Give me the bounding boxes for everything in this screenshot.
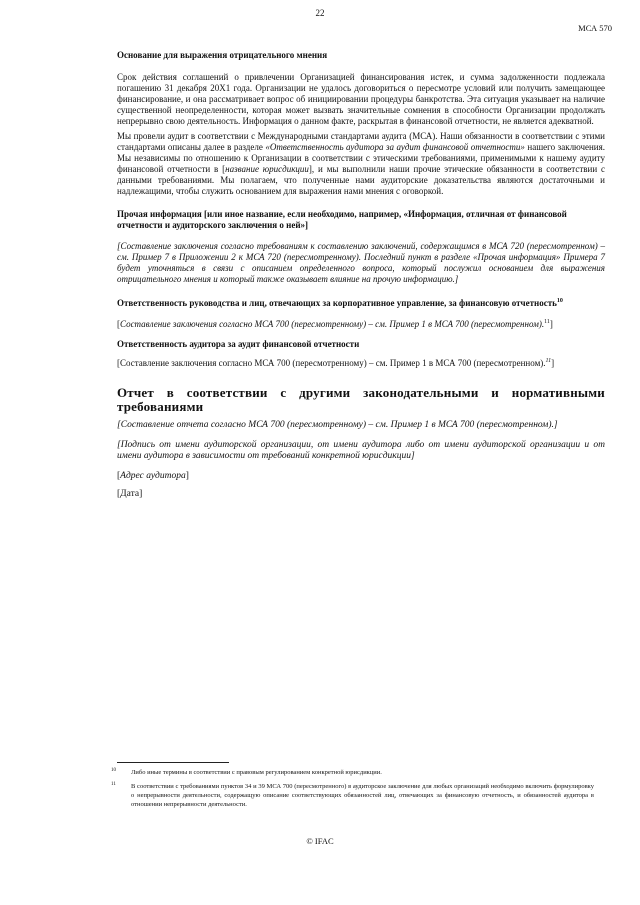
footnote-divider xyxy=(117,762,229,763)
basis-p2-section-ref: «Ответственность аудитора за аудит финансовой отчетности» xyxy=(265,142,525,152)
footnote-ref-11b: 11 xyxy=(545,358,552,364)
report-heading: Отчет в соответствии с другими законодательными и нормативными требованиями xyxy=(117,385,605,414)
standard-code: МСА 570 xyxy=(578,23,612,33)
basis-paragraph-2 xyxy=(117,131,605,197)
basis-heading: Основание для выражения отрицательного мнения xyxy=(117,50,328,60)
date-placeholder: [Дата] xyxy=(117,489,143,499)
basis-p2-part-a: Мы провели аудит в соответствии с Международными стандартами аудита (МСА). Наши обязанности в соответствии с этими стандартами описаны далее в разделе xyxy=(117,131,605,152)
footnote-10 xyxy=(111,768,594,777)
footnote-text: В соответствии с требованиями пунктов 34 и 39 МСА 700 (пересмотренного) в аудиторское заключение для любых организаций необходимо включить формулировку о непрерывности деятельности, содержащую описание соответствующих обязанностей лиц, отвечающих за финансовую отчетность, и обязанностей аудитора в отношении непрерывности деятельности. xyxy=(131,783,594,808)
footnote-text: Либо иные термины в соответствии с правовым регулированием конкретной юрисдикции. xyxy=(131,769,382,776)
management-heading xyxy=(117,298,605,309)
basis-paragraph-1: Срок действия соглашений о привлечении Организацией финансирования истек, и сумма задолженности подлежала погашению 31 декабря 20Х1 года. Организации не удалось договориться о пересмотре условий или получить замещающее финансирование, и она рассматривает вопрос об инициировании процедуры банкротства. Эта ситуация указывает на наличие существенной неопределенности, которая может вызвать значительные сомнения в способности Организации продолжать непрерывно свою деятельность. Информация о данном факте, раскрытая в финансовой отчетности, не является адекватной. xyxy=(117,72,605,126)
footnote-ref-11: 11 xyxy=(544,319,550,325)
footnote-number: 11 xyxy=(111,782,116,787)
basis-p2-part-b: нашего заключения. Мы независимы по отношению к Организации в соответствии с этическими требованиями, применимыми к нашему аудиту финансовой отчетности в [ xyxy=(117,142,605,174)
auditor-paragraph-text: Составление заключения согласно МСА 700 (пересмотренному) – см. Пример 1 в МСА 700 (пересмотренном). xyxy=(120,358,546,368)
address-placeholder: [Адрес аудитора] xyxy=(117,471,189,481)
page-content xyxy=(117,50,605,500)
footnote-number: 10 xyxy=(111,768,116,773)
other-info-paragraph: [Составление заключения согласно требованиям к составлению заключений, содержащимся в МСА 720 (пересмотренном) – см. Пример 7 в Приложении 2 к МСА 720 (пересмотренному). Последний пункт в разделе «Прочая информация» Примера 7 будет уточняться в связи с описанием определенного вопроса, который послужил основанием для выражения отрицательного мнения и который также оказывает влияние на прочую информацию.] xyxy=(117,241,605,284)
auditor-paragraph: [Составление заключения согласно МСА 700 (пересмотренному) – см. Пример 1 в МСА 700 (пересмотренном).$^{11}$] xyxy=(117,358,555,368)
signature-placeholder: [Подпись от имени аудиторской организации, от имени аудитора либо от имени аудиторской организации и от имени аудитора в зависимости от требований конкретной юрисдикции] xyxy=(117,440,605,461)
auditor-heading: Ответственность аудитора за аудит финансовой отчетности xyxy=(117,339,360,349)
footnote-ref-10: 10 xyxy=(556,298,563,304)
copyright-footer: © IFAC xyxy=(306,836,334,846)
address-text: Адрес аудитора xyxy=(120,471,186,481)
report-paragraph: [Составление отчета согласно МСА 700 (пересмотренному) – см. Пример 1 в МСА 700 (пересмотренном).] xyxy=(117,420,558,430)
management-paragraph-text: Составление заключения согласно МСА 700 (пересмотренному) – см. Пример 1 в МСА 700 (пересмотренном). xyxy=(120,319,545,329)
management-paragraph: [Составление заключения согласно МСА 700 (пересмотренному) – см. Пример 1 в МСА 700 (пересмотренном).$^{11}$] xyxy=(117,319,553,329)
basis-p2-part-c: ], и мы выполнили наши прочие этические обязанности в соответствии с данными требованиями. Мы полагаем, что полученные нами аудиторские доказательства являются достаточными и надлежащими, чтобы служить основанием для выражения нами мнения с оговоркой. xyxy=(117,164,605,196)
page-number: 22 xyxy=(315,8,325,18)
other-info-heading: Прочая информация [или иное название, если необходимо, например, «Информация, отличная от финансовой отчетности и аудиторского заключения о ней»] xyxy=(117,209,567,230)
footnote-11 xyxy=(111,782,594,809)
management-heading-text: Ответственность руководства и лиц, отвечающих за корпоративное управление, за финансовую отчетность xyxy=(117,298,557,308)
basis-p2-jurisdiction: название юрисдикции xyxy=(225,164,309,174)
